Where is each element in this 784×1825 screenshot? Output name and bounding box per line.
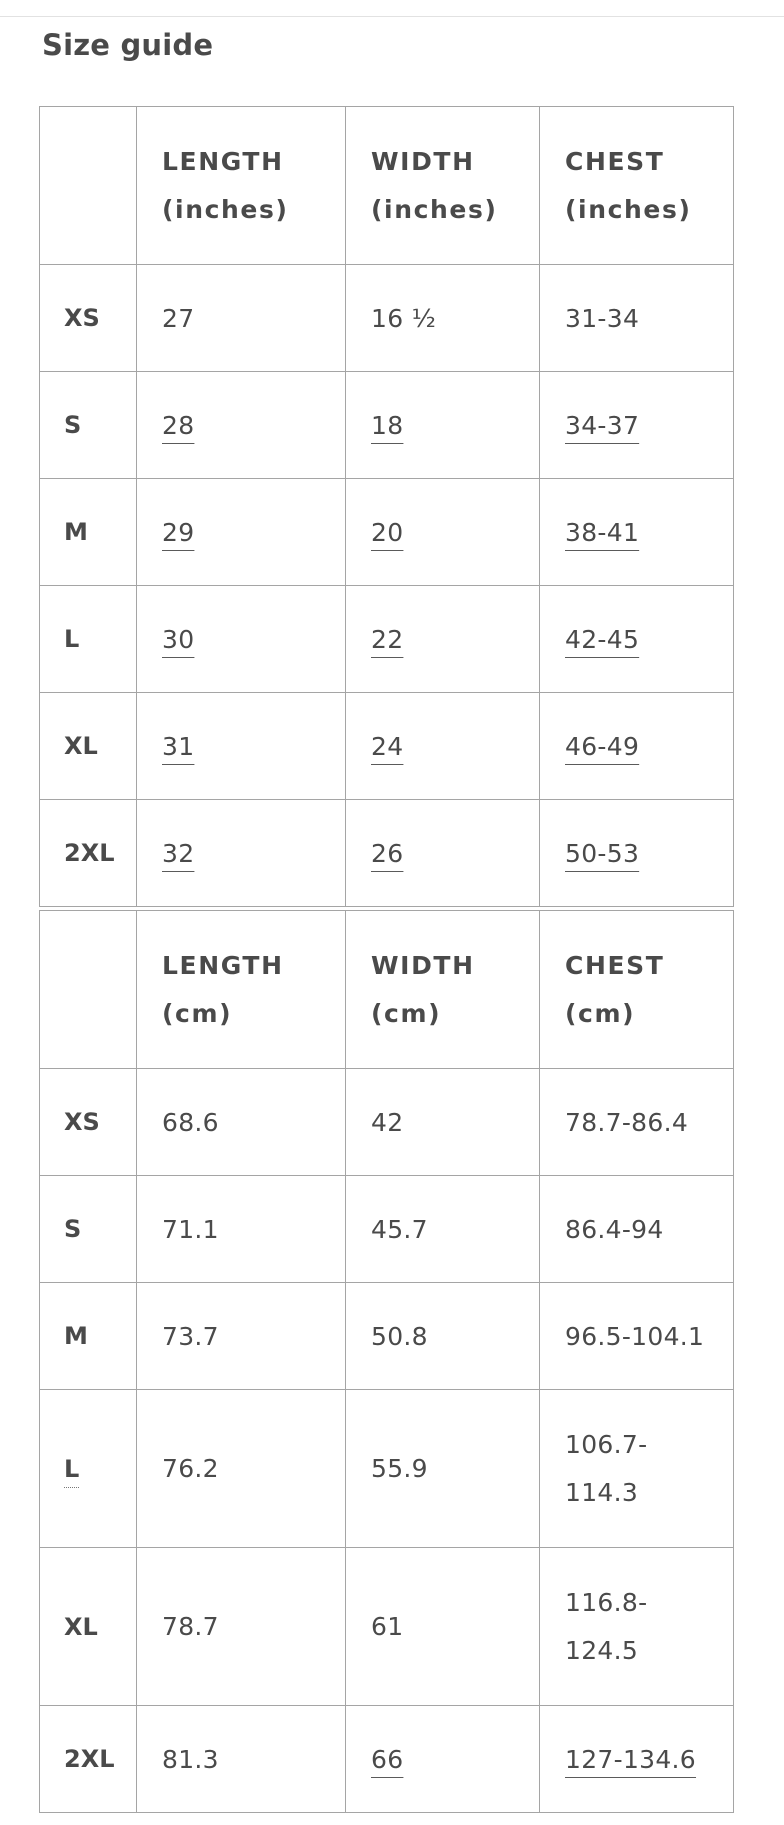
- table-row: [40, 800, 734, 907]
- table-row: [40, 1176, 734, 1283]
- header-width: [346, 107, 540, 265]
- length-value: 78.7: [162, 1612, 219, 1641]
- length-value: 73.7: [162, 1321, 219, 1351]
- length-cell: [137, 586, 346, 693]
- header-length-label: LENGTH (inches): [162, 146, 289, 224]
- chest-link[interactable]: 42-45: [565, 624, 640, 654]
- chest-cell: [540, 693, 734, 800]
- width-cell: [346, 1176, 540, 1283]
- chest-value: 116.8-124.5: [565, 1587, 648, 1665]
- width-link[interactable]: 22: [371, 624, 404, 654]
- header-cell-empty: [40, 107, 137, 265]
- length-link[interactable]: 31: [162, 731, 195, 761]
- chest-cell: [540, 800, 734, 907]
- width-value: 45.7: [371, 1214, 428, 1244]
- width-link[interactable]: 66: [371, 1744, 404, 1774]
- chest-cell: [540, 265, 734, 372]
- table-header-row: [40, 911, 734, 1069]
- top-divider: [0, 16, 784, 17]
- header-length: [137, 911, 346, 1069]
- length-cell: [137, 265, 346, 372]
- chest-cell: [540, 1548, 734, 1706]
- chest-cell: [540, 1390, 734, 1548]
- size-table-cm: [39, 910, 734, 1813]
- size-label: S: [40, 1176, 137, 1283]
- width-cell: [346, 265, 540, 372]
- table-row: [40, 1548, 734, 1706]
- chest-cell: [540, 1283, 734, 1390]
- width-value: 50.8: [371, 1321, 428, 1351]
- length-cell: [137, 693, 346, 800]
- header-chest: [540, 107, 734, 265]
- chest-link[interactable]: 46-49: [565, 731, 640, 761]
- width-cell: [346, 372, 540, 479]
- table-row: [40, 1390, 734, 1548]
- header-width-label: WIDTH (cm): [371, 950, 475, 1028]
- size-label: [40, 1390, 137, 1548]
- width-link[interactable]: 18: [371, 410, 404, 440]
- length-cell: [137, 1390, 346, 1548]
- width-cell: [346, 1069, 540, 1176]
- length-cell: [137, 1706, 346, 1813]
- length-cell: [137, 1069, 346, 1176]
- chest-cell: [540, 1069, 734, 1176]
- chest-link[interactable]: 50-53: [565, 838, 640, 868]
- size-label: 2XL: [40, 1706, 137, 1813]
- header-width: [346, 911, 540, 1069]
- width-value: 42: [371, 1107, 404, 1137]
- table-row: [40, 693, 734, 800]
- size-label: M: [40, 479, 137, 586]
- chest-cell: [540, 1706, 734, 1813]
- width-cell: [346, 586, 540, 693]
- size-label: XS: [40, 1069, 137, 1176]
- width-value: 16 ½: [371, 303, 437, 333]
- table-row: [40, 265, 734, 372]
- chest-value: 31-34: [565, 303, 640, 333]
- width-link[interactable]: 24: [371, 731, 404, 761]
- length-link[interactable]: 28: [162, 410, 195, 440]
- size-label: M: [40, 1283, 137, 1390]
- table-header-row: [40, 107, 734, 265]
- width-cell: [346, 1283, 540, 1390]
- chest-cell: [540, 372, 734, 479]
- length-cell: [137, 372, 346, 479]
- table-row: [40, 1706, 734, 1813]
- chest-link[interactable]: 34-37: [565, 410, 640, 440]
- size-label: L: [40, 586, 137, 693]
- width-value: 55.9: [371, 1454, 428, 1483]
- table-row: [40, 1283, 734, 1390]
- size-label: XL: [40, 1548, 137, 1706]
- chest-link[interactable]: 127-134.6: [565, 1744, 697, 1774]
- size-label: XL: [40, 693, 137, 800]
- width-cell: [346, 1548, 540, 1706]
- table-row: [40, 586, 734, 693]
- width-link[interactable]: 26: [371, 838, 404, 868]
- chest-cell: [540, 1176, 734, 1283]
- length-cell: [137, 479, 346, 586]
- width-cell: [346, 1390, 540, 1548]
- chest-value: 86.4-94: [565, 1214, 664, 1244]
- table-row: [40, 372, 734, 479]
- table-row: [40, 1069, 734, 1176]
- length-value: 68.6: [162, 1107, 219, 1137]
- width-value: 61: [371, 1612, 404, 1641]
- header-cell-empty: [40, 911, 137, 1069]
- size-label: S: [40, 372, 137, 479]
- length-cell: [137, 800, 346, 907]
- size-label-text[interactable]: L: [64, 1454, 80, 1483]
- width-cell: [346, 1706, 540, 1813]
- width-link[interactable]: 20: [371, 517, 404, 547]
- header-length: [137, 107, 346, 265]
- chest-value: 78.7-86.4: [565, 1107, 689, 1137]
- header-chest: [540, 911, 734, 1069]
- header-chest-label: CHEST (inches): [565, 146, 692, 224]
- header-chest-label: CHEST (cm): [565, 950, 665, 1028]
- size-label: 2XL: [40, 800, 137, 907]
- header-length-label: LENGTH (cm): [162, 950, 284, 1028]
- chest-cell: [540, 586, 734, 693]
- page-title: Size guide: [42, 28, 214, 62]
- header-width-label: WIDTH (inches): [371, 146, 498, 224]
- size-label: XS: [40, 265, 137, 372]
- length-link[interactable]: 32: [162, 838, 195, 868]
- chest-value: 106.7-114.3: [565, 1429, 648, 1507]
- width-cell: [346, 479, 540, 586]
- length-value: 27: [162, 303, 195, 333]
- length-link[interactable]: 29: [162, 517, 195, 547]
- length-value: 76.2: [162, 1454, 219, 1483]
- chest-value: 96.5-104.1: [565, 1321, 705, 1351]
- width-cell: [346, 800, 540, 907]
- length-link[interactable]: 30: [162, 624, 195, 654]
- table-row: [40, 479, 734, 586]
- chest-cell: [540, 479, 734, 586]
- length-value: 81.3: [162, 1744, 219, 1774]
- length-value: 71.1: [162, 1214, 219, 1244]
- width-cell: [346, 693, 540, 800]
- chest-link[interactable]: 38-41: [565, 517, 640, 547]
- size-table-inches: [39, 106, 734, 907]
- length-cell: [137, 1176, 346, 1283]
- length-cell: [137, 1283, 346, 1390]
- length-cell: [137, 1548, 346, 1706]
